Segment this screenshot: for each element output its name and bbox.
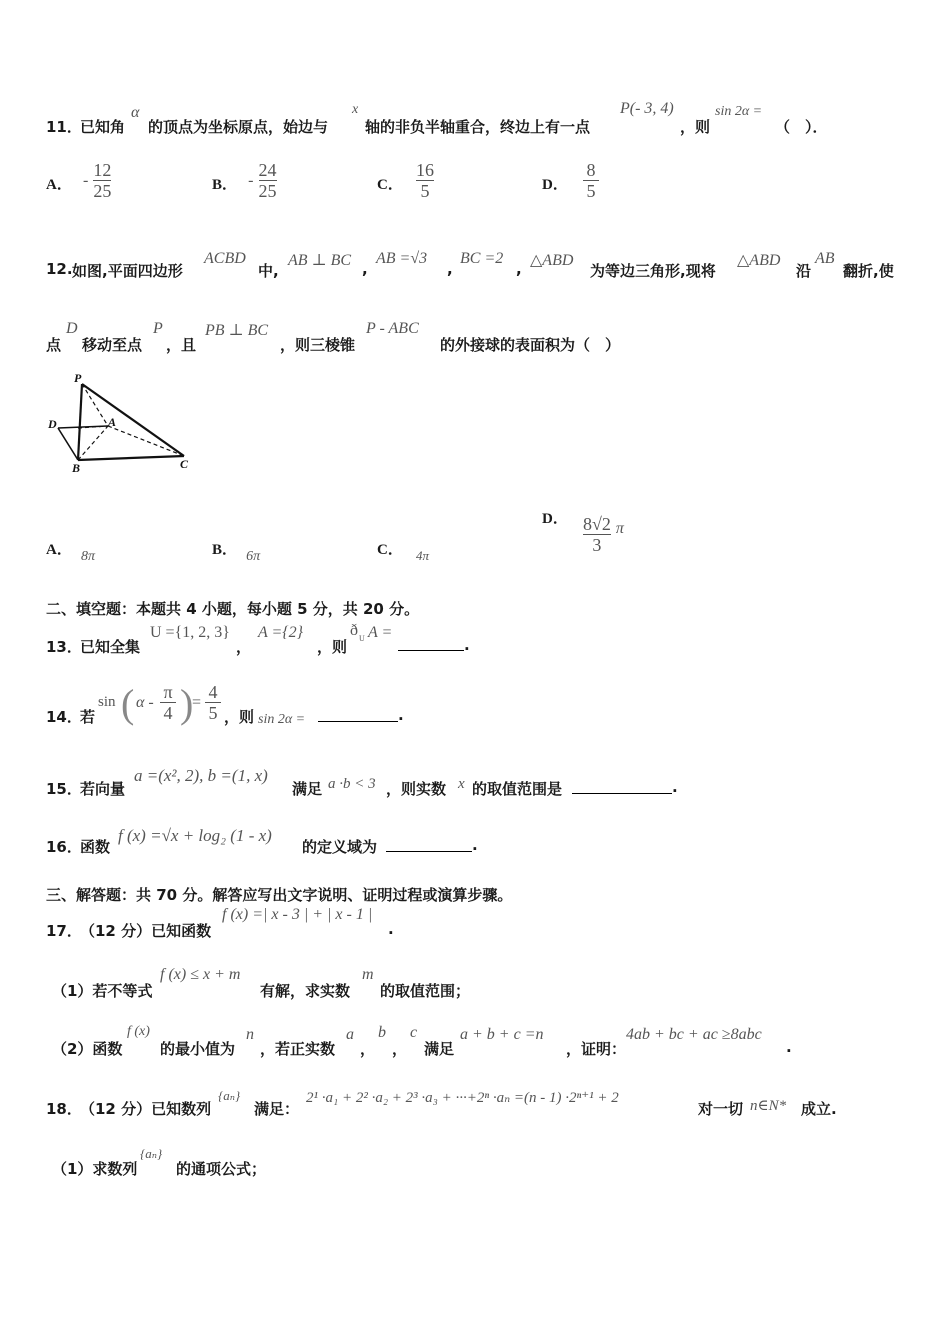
option-sign: -: [82, 172, 89, 189]
q15-end: .: [672, 778, 678, 796]
q17-p2-text-4: 满足: [424, 1040, 455, 1058]
q12-figure: [44, 370, 204, 480]
q13-text-2: ，则: [317, 638, 348, 656]
q17-number: 17．: [46, 922, 82, 940]
q17-end: .: [388, 920, 394, 938]
q17-p2-text-2: 的最小值为: [160, 1040, 236, 1058]
option-value: 4π: [415, 548, 429, 563]
q16: [0, 824, 950, 864]
q17-p1-text-1: （1）若不等式: [52, 982, 153, 1000]
q17-points: （12 分）已知函数: [80, 922, 212, 940]
q16-text-1: 函数: [80, 838, 111, 856]
q15-condition: a ·b < 3: [328, 776, 376, 792]
section-3-heading: 三、解答题：共 70 分。解答应写出文字说明、证明过程或演算步骤。: [46, 886, 513, 904]
option-label: C．: [377, 177, 403, 193]
q15-x: x: [458, 776, 465, 792]
q15-text-3: ，则实数: [386, 780, 447, 798]
q16-number: 16．: [46, 838, 82, 856]
edge-pb: [78, 384, 82, 460]
q11-expr: sin 2α =: [715, 104, 763, 119]
q12-perp-2: PB ⊥ BC: [205, 322, 269, 339]
q12-comma-1: ,: [362, 260, 368, 278]
q13-complement-a: A =: [368, 624, 393, 641]
q14-number: 14．: [46, 708, 82, 726]
q11-point: P(- 3, 4): [620, 100, 674, 117]
q17-comma-1: ，: [360, 1040, 376, 1058]
q13-complement-symbol: ð: [350, 622, 358, 639]
denominator: 4: [163, 703, 173, 723]
option-value: 6π: [246, 549, 261, 564]
q11-text-3: 轴的非负半轴重合，终边上有一点: [365, 118, 591, 136]
denominator: 5: [420, 181, 430, 201]
q17-fx: f (x): [127, 1024, 150, 1039]
q12-comma-2: ,: [447, 260, 453, 278]
q11-text-2: 的顶点为坐标原点，始边与: [148, 118, 329, 136]
q18-sequence: {aₙ}: [218, 1088, 241, 1103]
q12-pyramid: P - ABC: [366, 320, 419, 337]
numerator: 24: [258, 160, 277, 180]
q17-p1-text-3: 的取值范围；: [380, 982, 471, 1000]
option-label: D．: [542, 177, 568, 193]
q12-text-5: 翻折,使: [843, 262, 894, 280]
q17-inequality: f (x) ≤ x + m: [160, 966, 241, 983]
q12-option-d: [542, 511, 624, 555]
q17-p2-text-5: ，证明：: [566, 1040, 627, 1058]
q12-bc: BC =2: [460, 250, 504, 267]
q17-stem: [0, 906, 950, 946]
denominator: 25: [93, 181, 112, 201]
q17-sum: a + b + c =n: [460, 1026, 544, 1043]
q13-end: .: [464, 636, 470, 654]
q18-sequence-2: {aₙ}: [140, 1146, 163, 1161]
option-label: D．: [542, 511, 568, 527]
option-value: 8π: [80, 549, 95, 564]
q14-end: .: [398, 706, 404, 724]
q17-p2-text-3: ，若正实数: [260, 1040, 336, 1058]
q17-inequality-2: 4ab + bc + ac ≥8abc: [626, 1026, 762, 1043]
section-2-heading: 二、填空题：本题共 4 小题，每小题 5 分，共 20 分。: [46, 600, 420, 618]
numerator: 16: [415, 160, 434, 180]
q12-text-7: 移动至点: [82, 336, 143, 354]
edge-ba: [78, 426, 108, 460]
q17-end-2: .: [786, 1038, 792, 1056]
denominator: 5: [586, 181, 596, 201]
label-p: P: [74, 371, 82, 385]
q18-text-1: 满足：: [254, 1100, 300, 1118]
q11-stem: [0, 100, 950, 140]
q16-function: f (x) =√x + log₂ (1 - x): [118, 826, 272, 845]
q13-text-1: 已知全集: [80, 638, 141, 656]
q17-p2-text-1: （2）函数: [52, 1040, 123, 1058]
q18-number: 18．: [46, 1100, 82, 1118]
q12-text-8: ，且: [166, 336, 197, 354]
q11-option-c: [377, 160, 434, 201]
denominator: 3: [592, 535, 602, 555]
q12-option-a: [46, 538, 95, 564]
q18-p1-text-1: （1）求数列: [52, 1160, 138, 1178]
q17-p1-text-2: 有解，求实数: [260, 982, 351, 1000]
q18-condition: n∈N*: [750, 1098, 787, 1114]
q14-expr: sin 2α =: [258, 712, 306, 727]
q11-text-4: ，则: [680, 118, 711, 136]
q17-b: b: [378, 1024, 386, 1041]
q11-text-5: （ ）．: [775, 118, 828, 136]
q12-text-9: ，则三棱锥: [280, 336, 356, 354]
q11-option-d: [542, 160, 599, 201]
q15-text-4: 的取值范围是: [472, 780, 563, 798]
q12-p: P: [153, 320, 163, 337]
denominator: 5: [208, 703, 218, 723]
option-fraction: [583, 160, 599, 201]
numerator: π: [163, 682, 173, 702]
q12-text-1: 如图,平面四边形: [72, 262, 183, 280]
q14-sin: sin: [98, 694, 116, 710]
edge-pc: [82, 384, 184, 456]
numerator: 8: [586, 160, 596, 180]
q13-universal-set: U ={1, 2, 3}: [150, 624, 230, 641]
q11-alpha: α: [131, 104, 140, 121]
edge-db: [58, 428, 78, 460]
q11-option-b: [212, 160, 277, 201]
option-fraction: [583, 514, 611, 555]
label-d: D: [48, 417, 57, 431]
q13-complement-sub: U: [359, 634, 365, 643]
q11-text-1: 已知角: [80, 118, 126, 136]
option-label: B．: [212, 542, 238, 558]
q18-equation: 2¹ ·a₁ + 2² ·a₂ + 2³ ·a₃ + ···+2ⁿ ·aₙ =(n - 1) ·2ⁿ⁺¹ + 2: [306, 1090, 619, 1106]
numerator: 12: [93, 160, 112, 180]
q18-text-2: 对一切: [698, 1100, 744, 1118]
numerator: 8√2: [582, 514, 611, 534]
q17-part-2: [0, 1024, 950, 1064]
q13-number: 13．: [46, 638, 82, 656]
option-label: B．: [212, 177, 238, 193]
q15-vectors: a =(x², 2), b =(1, x): [134, 766, 268, 785]
option-sign: -: [248, 172, 254, 189]
q15-answer-blank[interactable]: [572, 779, 672, 794]
q12-text-3: 为等边三角形,现将: [590, 262, 716, 280]
q17-comma-2: ，: [392, 1040, 408, 1058]
q17-c: c: [410, 1024, 418, 1041]
q12-triangle-2: △ABD: [737, 252, 781, 269]
q12-triangle: △ABD: [530, 252, 574, 269]
q13-set-a: A ={2}: [258, 624, 304, 641]
q14-pi-fraction: [160, 682, 176, 723]
q17-function: f (x) =| x - 3 | + | x - 1 |: [222, 906, 373, 923]
q11-number: 11．: [46, 118, 82, 136]
q18-text-3: 成立.: [801, 1100, 837, 1118]
label-c: C: [180, 457, 189, 471]
q12-text-6: 点: [46, 336, 62, 354]
edge-bc: [78, 456, 184, 460]
q16-text-2: 的定义域为: [302, 838, 378, 856]
q18-stem: [0, 1086, 950, 1126]
q12-text-4: 沿: [796, 262, 812, 280]
q18-points: （12 分）已知数列: [80, 1100, 212, 1118]
q14-text-2: ，则: [224, 708, 255, 726]
q15-text-1: 若向量: [80, 780, 126, 798]
label-a: A: [108, 415, 117, 429]
q12-option-c: [377, 538, 429, 563]
label-b: B: [72, 461, 81, 475]
q17-a: a: [346, 1026, 354, 1043]
q12-comma-3: ,: [516, 260, 522, 278]
q13: [0, 622, 950, 662]
option-fraction: [259, 160, 277, 201]
q13-comma: ，: [236, 638, 252, 656]
q16-end: .: [472, 836, 478, 854]
q14-alpha: α -: [136, 694, 154, 711]
option-fraction: [416, 160, 434, 201]
q14-text-1: 若: [80, 708, 96, 726]
q12-option-b: [212, 538, 261, 564]
numerator: 4: [208, 682, 218, 702]
q17-part-1: [0, 964, 950, 1004]
q11-x: x: [352, 102, 359, 117]
q15: [0, 766, 950, 806]
denominator: 25: [258, 181, 277, 201]
option-fraction: [93, 160, 111, 201]
option-pi: π: [615, 520, 624, 537]
q12-number: 12.: [46, 260, 73, 278]
edge-pa: [82, 384, 108, 426]
q12-text-10: 的外接球的表面积为（ ）: [440, 336, 621, 354]
q14-left-paren: (: [121, 681, 135, 726]
q12-stem-line-1: [0, 250, 950, 290]
option-label: A．: [46, 177, 72, 193]
q11-option-a: [46, 160, 111, 201]
option-label: C．: [377, 542, 403, 558]
q15-number: 15．: [46, 780, 82, 798]
q15-text-2: 满足: [292, 780, 323, 798]
q14-ratio-fraction: [205, 682, 221, 723]
q17-m: m: [362, 966, 374, 983]
option-label: A．: [46, 542, 72, 558]
q16-answer-blank[interactable]: [386, 837, 472, 852]
q14-answer-blank[interactable]: [318, 707, 398, 722]
q14-equals: =: [192, 694, 202, 711]
q18-part-1: [0, 1146, 950, 1186]
q18-p1-text-2: 的通项公式；: [176, 1160, 267, 1178]
q12-stem-line-2: [0, 318, 950, 358]
q12-ab-2: AB: [815, 250, 835, 267]
q12-d: D: [66, 320, 78, 337]
q13-answer-blank[interactable]: [398, 636, 464, 651]
q12-ab: AB =√3: [376, 250, 428, 267]
q14-right-paren: ): [180, 681, 194, 726]
q12-text-2: 中,: [258, 262, 279, 280]
q17-n: n: [246, 1026, 254, 1043]
q12-quad: ACBD: [204, 250, 246, 267]
q12-perp-1: AB ⊥ BC: [288, 252, 352, 269]
